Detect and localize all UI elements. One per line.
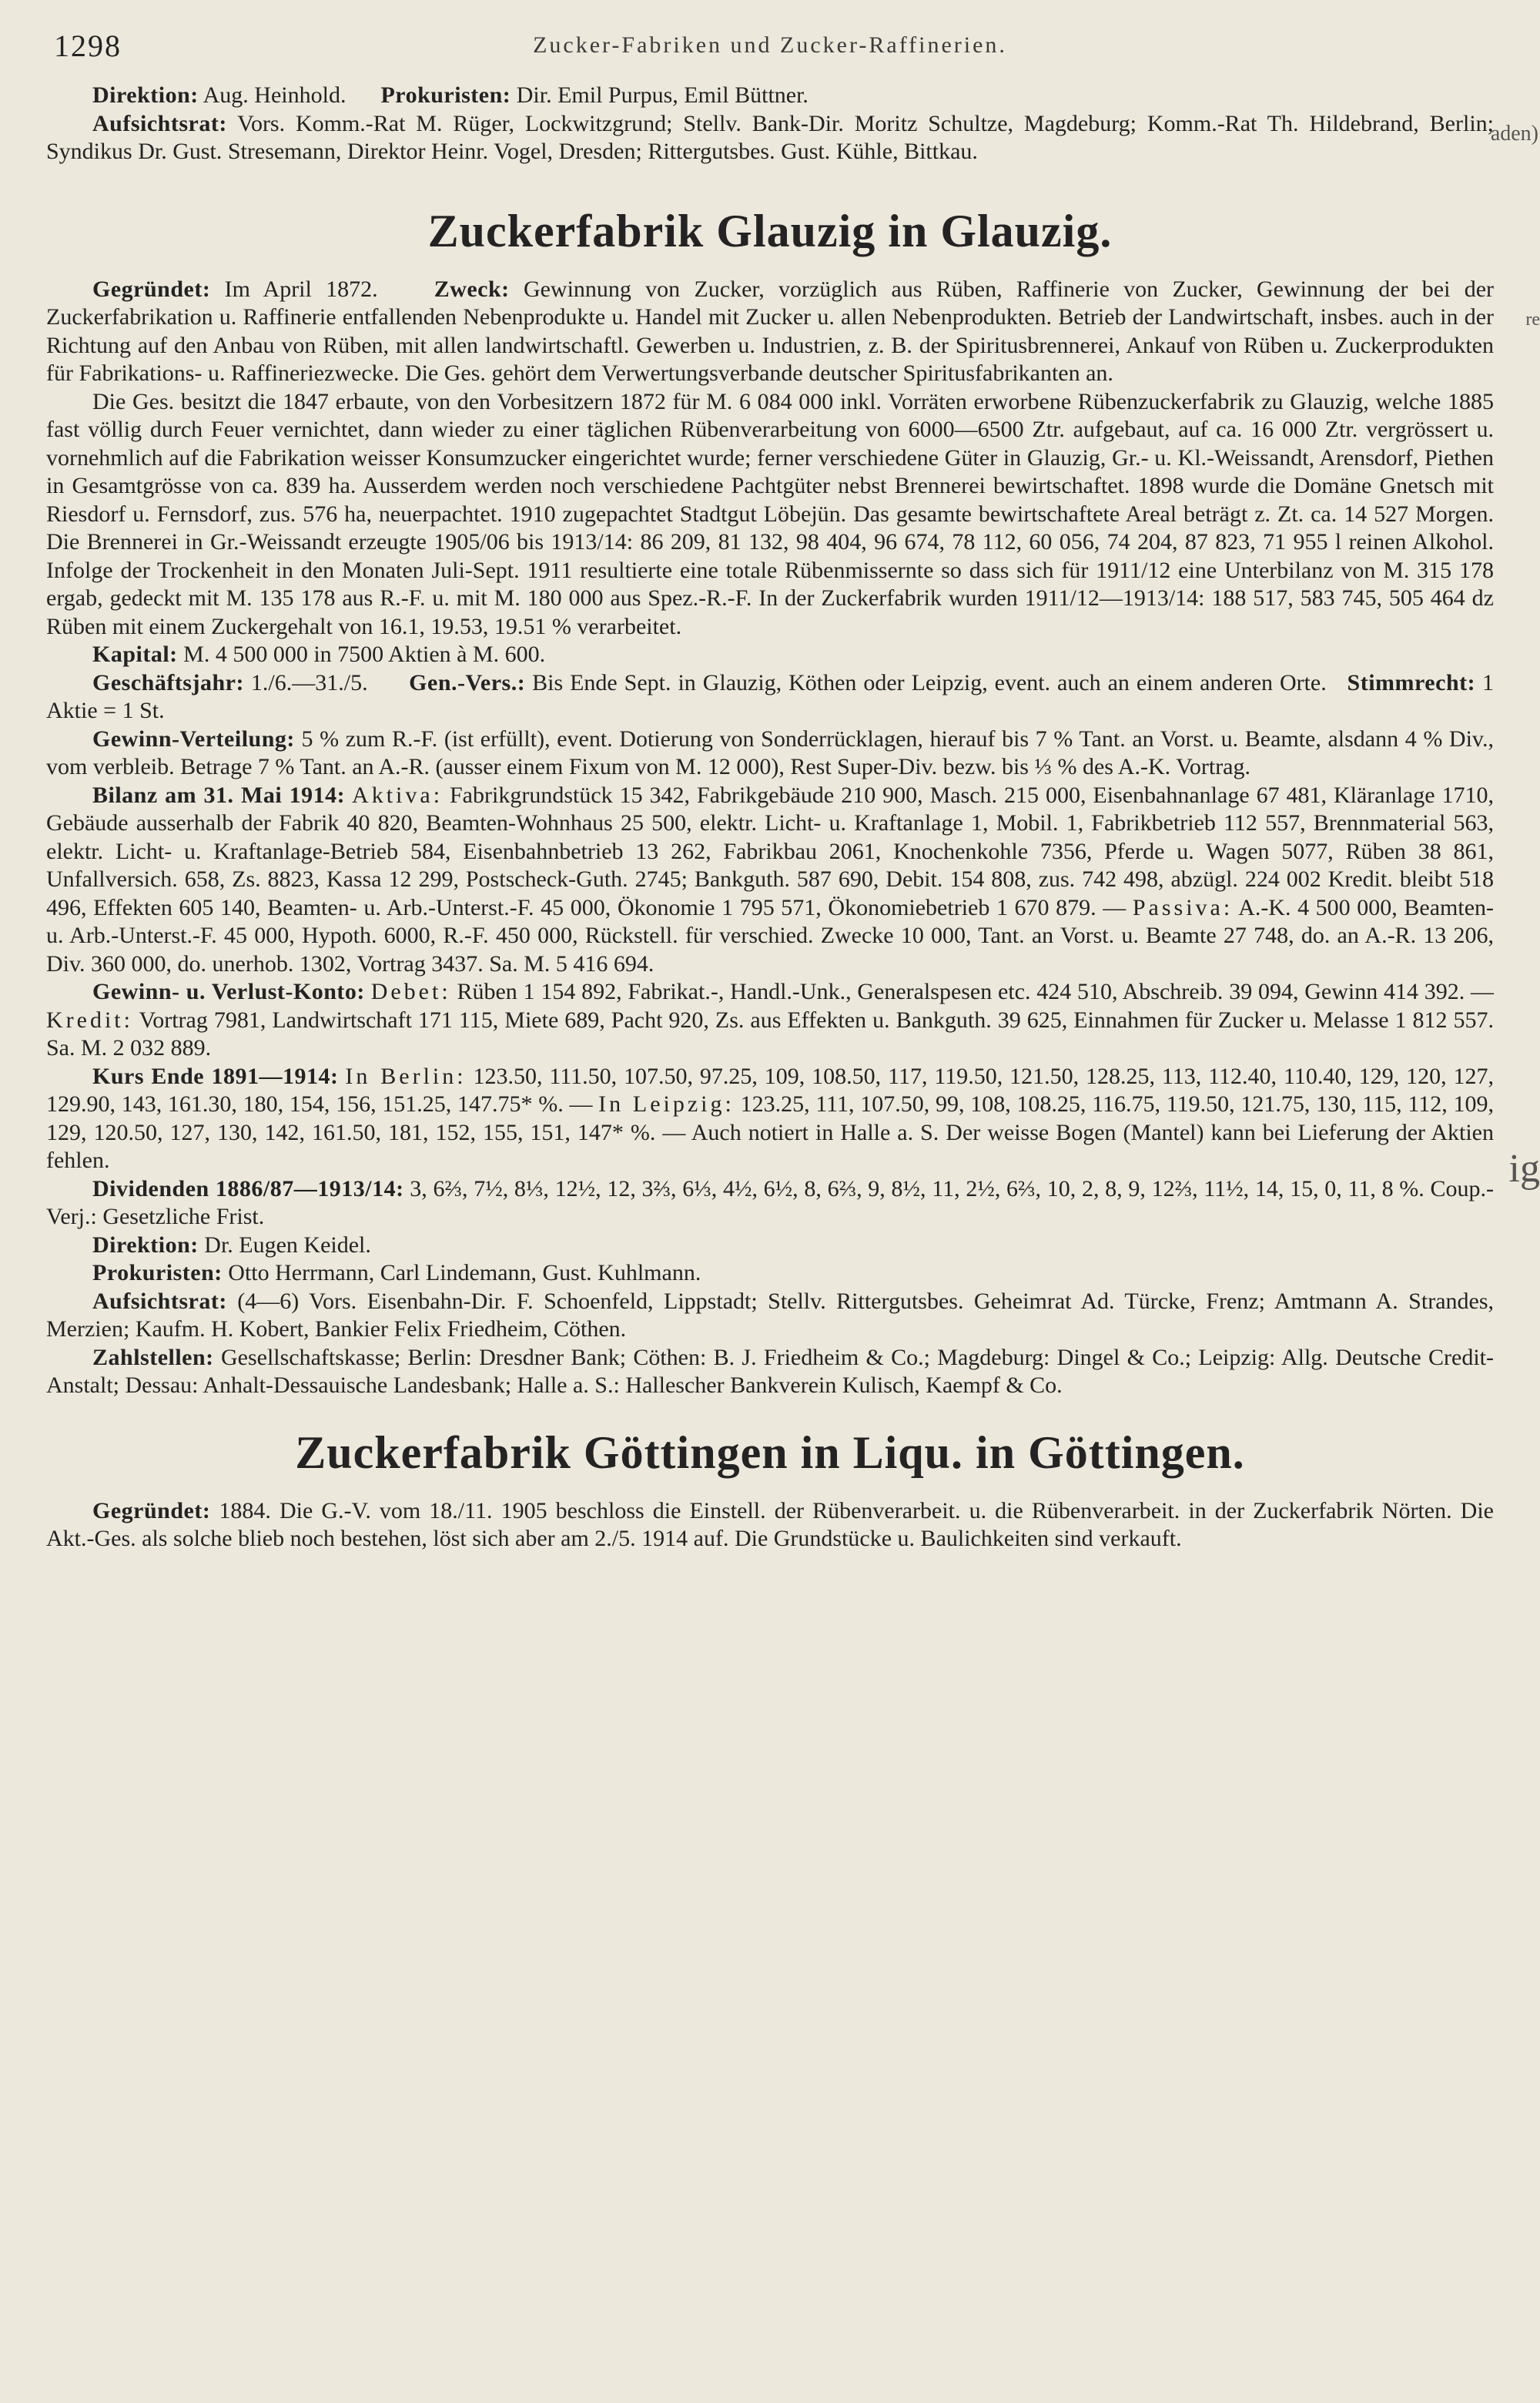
margin-note-2: re — [1525, 310, 1540, 330]
company-title: Zuckerfabrik Glauzig in Glauzig. — [427, 205, 1113, 256]
prev-aufsichtsrat-label: Aufsichtsrat: — [92, 110, 227, 136]
direktion-paragraph — [46, 1232, 1494, 1260]
bilanz-passiva-label: Passiva: — [1132, 894, 1234, 920]
prev-aufsichtsrat-paragraph — [46, 110, 1494, 166]
running-title: Zucker-Fabriken und Zucker-Raffinerien. — [533, 32, 1007, 58]
prev-direktion-label: Direktion: — [92, 82, 199, 108]
geschaeftsjahr-label: Geschäftsjahr: — [92, 669, 244, 695]
genvers-label: Gen.-Vers.: — [409, 669, 526, 695]
margin-note-3: ig — [1508, 1147, 1540, 1191]
bilanz-passiva-text: A.-K. 4 500 000, Beamten- u. Arb.-Unterst.-F. 45 000, Hypoth. 6000, R.-F. 450 000, Rückstell. für verschied. Zwecke 10 000, Tant. an Vorst. u. Beamte 27 748, do. an A.-R. 13 206, Div. 360 000, do. unerhob. 1302, Vortrag 3437. Sa. M. 5 416 694. — [46, 894, 1495, 977]
bilanz-paragraph — [46, 782, 1494, 979]
bilanz-label: Bilanz am 31. Mai 1914: — [92, 782, 346, 808]
zahlstellen-text: Gesellschaftskasse; Berlin: Dresdner Bank; Cöthen: B. J. Friedheim & Co.; Magdeburg: Dingel & Co.; Leipzig: Allg. Deutsche Credit-Anstalt; Dessau: Anhalt-Dessauische Landesbank; Halle a. S.: Hallescher Bankverein Kulisch, Kaempf & Co. — [46, 1344, 1494, 1398]
company2-gegruendet-text: 1884. Die G.-V. vom 18./11. 1905 beschloss die Einstell. der Rübenverarbeit. u. die Rübenverarbeit. in der Zuckerfabrik Nörten. Die Akt.-Ges. als solche blieb noch bestehen, löst sich aber am 2./5. 1914 auf. Die Grundstücke u. Baulichkeiten sind verkauft. — [46, 1497, 1494, 1551]
zahlstellen-label: Zahlstellen: — [92, 1344, 214, 1370]
zweck-label: Zweck: — [434, 276, 510, 302]
prev-prokuristen-text: Dir. Emil Purpus, Emil Büttner. — [516, 82, 808, 108]
geschaeftsjahr-text: 1./6.—31./5. — [250, 669, 368, 695]
prokuristen-label: Prokuristen: — [92, 1260, 223, 1285]
zahlstellen-paragraph — [46, 1344, 1494, 1400]
gewinnverteilung-label: Gewinn-Verteilung: — [92, 726, 295, 752]
prev-prokuristen-label: Prokuristen: — [380, 82, 511, 108]
direktion-label: Direktion: — [92, 1232, 199, 1258]
bilanz-aktiva-text: Fabrikgrundstück 15 342, Fabrikgebäude 210 900, Masch. 215 000, Eisenbahnanlage 67 481, Kläranlage 1710, Gebäude ausserhalb der Fabrik 40 820, Beamten-Wohnhaus 25 500, elektr. Licht- u. Kraftanlage 1, Mobil. 1, Fabrikbetrieb 112 557, Brennmaterial 563, elektr. Licht- u. Kraftanlage-Betrieb 584, Eisenbahnbetrieb 13 262, Fabrikbau 2061, Knochenkohle 7356, Pferde u. Wagen 5077, Rüben 38 861, Unfallversich. 658, Zs. 8823, Kassa 12 299, Postscheck-Guth. 2745; Bankguth. 587 690, Debit. 154 808, zus. 742 498, abzügl. 224 002 Kredit. bleibt 518 496, Effekten 605 140, Beamten- u. Arb.-Unterst.-F. 45 000, Ökonomie 1 795 571, Ökonomiebetrieb 1 670 879. — — [46, 782, 1495, 920]
gegruendet-text: Im April 1872. — [224, 276, 378, 302]
aufsichtsrat-label: Aufsichtsrat: — [92, 1288, 227, 1314]
gegruendet-label: Gegründet: — [92, 276, 211, 302]
dividenden-label: Dividenden 1886/87—1913/14: — [92, 1175, 404, 1202]
dividenden-text: 3, 6⅔, 7½, 8⅓, 12½, 12, 3⅔, 6⅓, 4½, 6½, 8, 6⅔, 9, 8½, 11, 2½, 6⅔, 10, 2, 8, 9, 12⅔, 11½, 14, 15, 0, 11, 8 %. Coup.-Verj.: Gesetzliche Frist. — [46, 1175, 1494, 1229]
bilanz-aktiva-label: Aktiva: — [352, 782, 444, 808]
prev-direktion-text: Aug. Heinhold. — [203, 82, 346, 108]
kapital-paragraph — [46, 641, 1494, 669]
kurs-leipzig-text: 123.25, 111, 107.50, 99, 108, 108.25, 116.75, 119.50, 121.75, 130, 115, 112, 109, 129, 120.50, 127, 130, 142, 161.50, 181, 152, 155, 151, 147* %. — Auch notiert in Halle a. S. Der weisse Bogen (Mantel) kann bei Lieferung der Aktien fehlen. — [46, 1091, 1494, 1173]
prokuristen-text: Otto Herrmann, Carl Lindemann, Gust. Kuhlmann. — [228, 1260, 701, 1285]
margin-note-1: aden) — [1490, 122, 1538, 146]
gewinnverteilung-paragraph — [46, 726, 1494, 782]
company2-gegruendet-paragraph — [46, 1497, 1494, 1553]
kurs-berlin-label: In Berlin: — [345, 1063, 467, 1089]
kapital-label: Kapital: — [92, 642, 178, 667]
guv-debet-text: Rüben 1 154 892, Fabrikat.-, Handl.-Unk., Generalspesen etc. 424 510, Abschreib. 39 094, Gewinn 414 392. — — [457, 979, 1495, 1004]
zweck-text: Gewinnung von Zucker, vorzüglich aus Rüben, Raffinerie von Zucker, Gewinnung der bei der Zuckerfabrikation u. Raffinerie entfallenden Nebenprodukte u. Handel mit Zucker u. allen Nebenprodukten. Betrieb der Landwirtschaft, insbes. auch in der Richtung auf den Anbau von Rüben, mit allen landwirtschaftl. Gewerben u. Industrien, z. B. der Spiritusbrennerei, Ankauf von Rüben u. Zuckerprodukten für Fabrikations- u. Raffineriezwecke. Die Ges. gehört dem Verwertungsverbande deutscher Spiritusfabrikanten an. — [46, 276, 1494, 386]
company-glauzig-section — [46, 200, 1494, 1400]
previous-company-section — [46, 82, 1494, 166]
guv-debet-label: Debet: — [370, 979, 451, 1004]
stimmrecht-text: 1 Aktie = 1 St. — [46, 669, 1495, 723]
company2-gegruendet-label: Gegründet: — [92, 1497, 211, 1523]
geschaeftsjahr-paragraph — [46, 669, 1494, 726]
kurs-berlin-text: 123.50, 111.50, 107.50, 97.25, 109, 108.50, 117, 119.50, 121.50, 128.25, 113, 112.40, 110.40, 129, 120, 127, 129.90, 143, 161.30, 180, 154, 156, 151.25, 147.75* %. — — [46, 1063, 1494, 1117]
history-paragraph: Die Ges. besitzt die 1847 erbaute, von den Vorbesitzern 1872 für M. 6 084 000 inkl. Vorräten erworbene Rübenzuckerfabrik zu Glauzig, welche 1885 fast völlig durch Feuer vernichtet, dann wieder zu einer täglichen Rübenverarbeitung von 6000—6500 Ztr. aufgebaut, auf ca. 16 000 Ztr. vergrössert u. vornehmlich auf die Fabrikation weisser Konsumzucker eingerichtet wurde; ferner verschiedene Güter in Glauzig, Gr.- u. Kl.-Weissandt, Arensdorf, Piethen in Gesamtgrösse von ca. 839 ha. Ausserdem werden noch verschiedene Pachtgüter nebst Brennerei bewirtschaftet. 1898 wurde die Domäne Gnetsch mit Riesdorf u. Fernsdorf, zus. 576 ha, neuerpachtet. 1910 zugepachtet Stadtgut Löbejün. Das gesamte bewirtschaftete Areal beträgt z. Zt. ca. 14 527 Morgen. Die Brennerei in Gr.-Weissandt erzeugte 1905/06 bis 1913/14: 86 209, 81 132, 98 404, 96 674, 78 112, 60 056, 74 204, 87 823, 71 955 l reinen Alkohol. Infolge der Trockenheit in den Monaten Juli-Sept. 1911 resultierte eine totale Rübenmissernte so dass sich für 1911/12 eine Unterbilanz von M. 315 178 ergab, gedeckt mit M. 135 178 aus R.-F. u. mit M. 180 000 aus Spez.-R.-F. In der Zuckerfabrik wurden 1911/12—1913/14: 188 517, 583 745, 505 464 dz Rüben mit einem Zuckergehalt von 16.1, 19.53, 19.51 % verarbeitet. — [46, 388, 1494, 639]
company-goettingen-section — [46, 1422, 1494, 1553]
page-number: 1298 — [54, 28, 122, 63]
kurs-label: Kurs Ende 1891—1914: — [92, 1063, 339, 1089]
company-title-2: Zuckerfabrik Göttingen in Liqu. in Göttingen. — [295, 1426, 1245, 1478]
dividenden-paragraph — [46, 1175, 1494, 1232]
direktion-text: Dr. Eugen Keidel. — [204, 1232, 371, 1258]
stimmrecht-label: Stimmrecht: — [1347, 669, 1476, 695]
gewinnverteilung-text: 5 % zum R.-F. (ist erfüllt), event. Dotierung von Sonderrücklagen, hierauf bis 7 % Tant. an Vorst. u. Beamte, alsdann 4 % Div., vom verbleib. Betrage 7 % Tant. an A.-R. (ausser einem Fixum von M. 12 000), Rest Super-Div. bezw. bis ⅓ % des A.-K. Vortrag. — [46, 726, 1494, 779]
guv-kredit-text: Vortrag 7981, Landwirtschaft 171 115, Miete 689, Pacht 920, Zs. aus Effekten u. Bankguth. 39 625, Einnahmen für Zucker u. Melasse 1 812 557. Sa. M. 2 032 889. — [46, 1007, 1494, 1061]
genvers-text: Bis Ende Sept. in Glauzig, Köthen oder Leipzig, event. auch an einem anderen Orte. — [532, 669, 1327, 695]
guv-label: Gewinn- u. Verlust-Konto: — [92, 979, 365, 1004]
kurs-leipzig-label: In Leipzig: — [598, 1091, 735, 1117]
guv-kredit-label: Kredit: — [46, 1007, 133, 1033]
gegruendet-zweck-paragraph — [46, 276, 1494, 388]
aufsichtsrat-paragraph — [46, 1288, 1494, 1344]
prev-direktion-paragraph — [46, 82, 1494, 110]
page-header — [46, 28, 1494, 82]
guv-paragraph — [46, 978, 1494, 1063]
prokuristen-paragraph — [46, 1259, 1494, 1288]
aufsichtsrat-text: (4—6) Vors. Eisenbahn-Dir. F. Schoenfeld, Lippstadt; Stellv. Rittergutsbes. Geheimrat Ad. Türcke, Frenz; Amtmann A. Strandes, Merzien; Kaufm. H. Kobert, Bankier Felix Friedheim, Cöthen. — [46, 1288, 1494, 1342]
kapital-text: M. 4 500 000 in 7500 Aktien à M. 600. — [183, 642, 546, 667]
prev-aufsichtsrat-text: Vors. Komm.-Rat M. Rüger, Lockwitzgrund; Stellv. Bank-Dir. Moritz Schultze, Magdeburg; Komm.-Rat Th. Hildebrand, Berlin; Syndikus Dr. Gust. Stresemann, Direktor Heinr. Vogel, Dresden; Rittergutsbes. Gust. Kühle, Bittkau. — [46, 110, 1494, 164]
kurs-paragraph — [46, 1063, 1494, 1175]
